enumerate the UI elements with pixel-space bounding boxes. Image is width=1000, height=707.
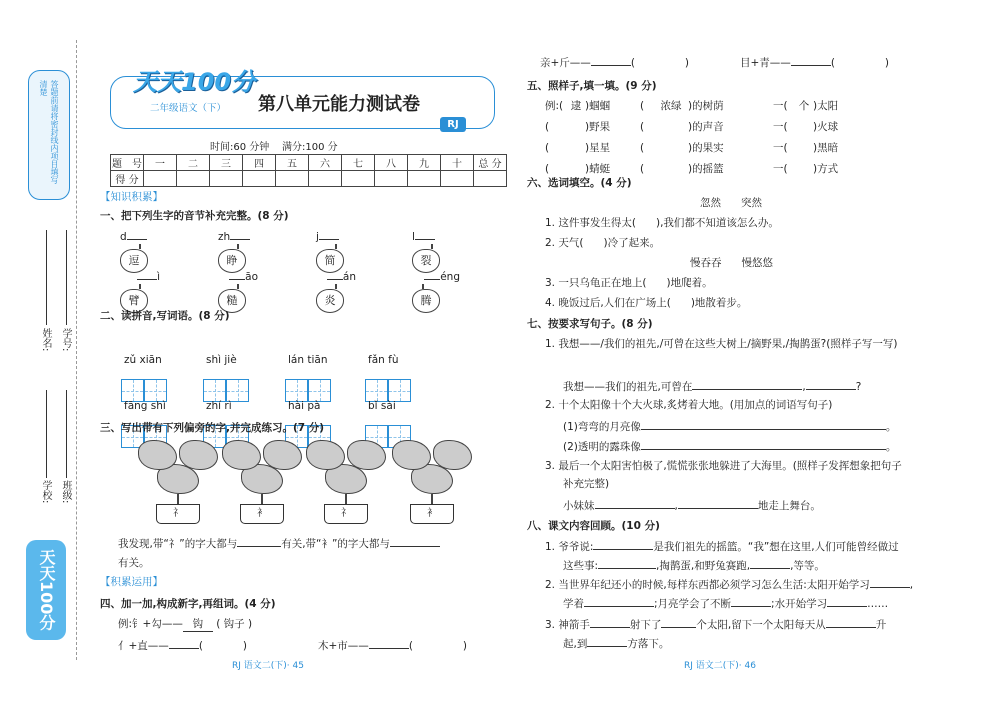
q4-item-a: 亻+直—— ( ) <box>118 640 248 652</box>
answer-blank[interactable] <box>591 56 631 66</box>
score-cell: 七 <box>342 155 375 171</box>
flower-icon <box>222 440 261 470</box>
text: 是我们祖先的摇篮。“我”想在这里,人们可能曾经做过 <box>653 541 899 553</box>
score-cell: 一 <box>144 155 177 171</box>
pinyin-blank[interactable] <box>424 270 440 280</box>
text: )星星 <box>585 142 611 154</box>
q6-s3: 3. 一只乌龟正在地上( )地爬着。 <box>545 277 713 289</box>
pot-icon: 衤 <box>410 504 454 524</box>
text: ( <box>545 121 550 133</box>
text: ( <box>640 142 645 154</box>
score-input[interactable] <box>144 171 177 187</box>
score-cell: 三 <box>210 155 243 171</box>
score-input[interactable] <box>441 171 474 187</box>
q8-s1 <box>545 540 899 554</box>
score-cell: 五 <box>276 155 309 171</box>
stem <box>237 244 239 249</box>
footer-right: RJ 语文二(下)· 46 <box>684 661 756 671</box>
score-input[interactable] <box>375 171 408 187</box>
apple-icon: 臂 <box>120 289 148 313</box>
flower-pot <box>392 440 472 524</box>
pinyin-blank[interactable] <box>127 230 147 240</box>
pinyin: fāng shì <box>124 400 166 412</box>
text: ;月亮学会了不断 <box>654 598 732 610</box>
text: ( <box>545 163 550 175</box>
text: ,等等。 <box>790 560 825 572</box>
q4-item-c: 亲+斤—— ( ) <box>540 57 690 69</box>
text: )火球 <box>813 121 839 133</box>
pinyin: āo <box>245 271 258 283</box>
pinyin-blank[interactable] <box>137 270 157 280</box>
q7-s3-cont: 补充完整) <box>563 478 610 490</box>
q1-item <box>218 270 258 313</box>
answer-blank[interactable] <box>692 380 802 390</box>
text: 目+青—— <box>740 57 791 69</box>
school-field[interactable] <box>46 390 47 478</box>
q6-words-2: 慢吞吞 慢悠悠 <box>690 257 774 269</box>
text: ( <box>640 121 645 133</box>
score-input[interactable] <box>210 171 243 187</box>
score-cell: 十 <box>441 155 474 171</box>
pinyin: j <box>316 231 319 243</box>
text: ( <box>640 163 645 175</box>
pinyin: shì jiè <box>206 354 237 366</box>
score-input[interactable] <box>309 171 342 187</box>
blank[interactable] <box>654 142 688 163</box>
stem <box>139 244 141 249</box>
answer-blank[interactable] <box>587 637 627 647</box>
text: )太阳 <box>813 100 839 112</box>
blank[interactable] <box>795 163 813 184</box>
q1-item <box>218 230 258 273</box>
blank[interactable] <box>567 121 585 142</box>
score-input[interactable] <box>243 171 276 187</box>
flower-icon <box>263 440 302 470</box>
flower-icon <box>433 440 472 470</box>
q7-s3-answer <box>563 499 821 513</box>
q2-title: 二、读拼音,写词语。(8 分) <box>100 310 230 322</box>
q8-s1-cont <box>563 559 825 573</box>
flower-pot <box>138 440 218 524</box>
pinyin: zǔ xiān <box>124 354 162 366</box>
pinyin-blank[interactable] <box>415 230 435 240</box>
q8-s3-cont <box>563 637 669 651</box>
pot-icon: 礻 <box>324 504 368 524</box>
blank[interactable] <box>567 142 585 163</box>
text: 地走上舞台。 <box>757 500 821 512</box>
text: 起,到 <box>563 638 588 650</box>
score-cell: 总 分 <box>474 155 507 171</box>
pinyin-blank[interactable] <box>319 230 339 240</box>
q7-title: 七、按要求写句子。(8 分) <box>527 318 653 330</box>
text: 钩 <box>183 618 213 632</box>
text: 一( <box>773 163 788 175</box>
pinyin: d <box>120 231 127 243</box>
text: …… <box>867 598 889 610</box>
text: 亲+斤—— <box>540 57 591 69</box>
text: ( <box>640 100 645 112</box>
score-input[interactable] <box>342 171 375 187</box>
id-field[interactable] <box>66 230 67 325</box>
q7-s1: 1. 我想——/我们的祖先,/可曾在这些大树上/摘野果,/掏鹊蛋?(照样子写一写) <box>545 338 898 350</box>
q3-sentence <box>118 537 440 551</box>
q7-s2-b: (2)透明的露珠像 。 <box>563 441 897 453</box>
text: ( <box>545 142 550 154</box>
answer-blank[interactable] <box>678 499 758 509</box>
label-class: 班级: <box>60 480 71 504</box>
pinyin-blank[interactable] <box>327 270 343 280</box>
blank[interactable] <box>795 121 813 142</box>
q1-item <box>412 230 452 273</box>
text: )黑暗 <box>813 142 839 154</box>
q7-s1-answer <box>563 380 861 394</box>
text: 有关,带“衤”的字大都与 <box>281 538 390 550</box>
label-id: 学号: <box>60 328 71 352</box>
text: 射下了 <box>629 619 662 631</box>
q4-title: 四、加一加,构成新字,再组词。(4 分) <box>100 598 276 610</box>
flower-icon <box>392 440 431 470</box>
pinyin: hài pà <box>288 400 321 412</box>
text: 一( <box>773 142 788 154</box>
q6-s4: 4. 晚饭过后,人们在广场上( )地散着步。 <box>545 297 748 309</box>
answer-blank[interactable] <box>791 56 831 66</box>
text: 1. 爷爷说: <box>545 541 594 553</box>
q5-row <box>545 100 875 121</box>
text: )蜻蜓 <box>585 163 611 175</box>
blank[interactable] <box>654 121 688 142</box>
rj-badge: RJ <box>440 117 466 132</box>
score-cell: 四 <box>243 155 276 171</box>
flower-icon <box>306 440 345 470</box>
text: 个 <box>798 100 810 112</box>
flower-icon <box>347 440 386 470</box>
pinyin: zh <box>218 231 231 243</box>
pinyin: éng <box>440 271 460 283</box>
q1-item <box>120 230 160 273</box>
answer-blank[interactable] <box>390 537 440 547</box>
apple-icon: 简 <box>316 249 344 273</box>
apple-icon: 糙 <box>218 289 246 313</box>
text: )的果实 <box>688 142 724 154</box>
grade-label: 二年级语文（下） <box>150 103 227 114</box>
pinyin-blank[interactable] <box>230 230 250 240</box>
answer-blank[interactable] <box>827 597 867 607</box>
stem <box>335 284 337 289</box>
pinyin: fǎn fù <box>368 354 399 366</box>
answer-blank[interactable] <box>826 618 876 628</box>
label-school: 学校: <box>40 480 51 504</box>
text: 一( <box>773 100 788 112</box>
q5-row <box>545 142 875 163</box>
pinyin: ì <box>157 271 160 283</box>
pinyin: lán tiān <box>288 354 328 366</box>
flower-pot <box>306 440 386 524</box>
score-value-row <box>111 171 507 187</box>
q1-item <box>316 270 356 313</box>
pinyin: bǐ sài <box>368 400 396 412</box>
footer-left: RJ 语文二(下)· 45 <box>232 661 304 671</box>
q4-item-d: 目+青—— ( ) <box>740 57 890 69</box>
text: 我发现,带“礻”的字大都与 <box>118 538 238 550</box>
q7-s2: 2. 十个太阳像十个大火球,炙烤着大地。(用加点的词语写句子) <box>545 399 833 411</box>
answer-blank[interactable] <box>169 639 199 649</box>
text: 个太阳,留下一个太阳每天从 <box>696 619 826 631</box>
text: , <box>674 500 678 512</box>
q6-s2: 2. 天气( )冷了起来。 <box>545 237 661 249</box>
q8-title: 八、课文内容回顾。(10 分) <box>527 520 660 532</box>
q6-s1: 1. 这件事发生得太( ),我们都不知道该怎么办。 <box>545 217 779 229</box>
score-input[interactable] <box>177 171 210 187</box>
q7-s2-a: (1)弯弯的月亮像 。 <box>563 421 897 433</box>
score-table <box>110 154 507 187</box>
text: ,掏鹊蛋,和野兔赛跑, <box>656 560 751 572</box>
text: 木+市—— <box>318 640 369 652</box>
blank[interactable] <box>795 142 813 163</box>
text: 小妹妹 <box>563 500 595 512</box>
text: 浓绿 <box>660 100 682 112</box>
text: ;水开始学习 <box>771 598 828 610</box>
text: )方式 <box>813 163 839 175</box>
score-cell: 九 <box>408 155 441 171</box>
text: 例:钅+勾—— <box>118 618 183 630</box>
text: 这些事: <box>563 560 599 572</box>
flower-pot <box>222 440 302 524</box>
answer-blank[interactable] <box>598 559 656 569</box>
answer-blank[interactable] <box>806 380 856 390</box>
apple-icon: 炎 <box>316 289 344 313</box>
q1-item <box>316 230 356 273</box>
q6-title: 六、选词填空。(4 分) <box>527 177 632 189</box>
text: , <box>802 381 806 393</box>
answer-blank[interactable] <box>641 440 886 450</box>
stem <box>237 284 239 289</box>
score-input[interactable] <box>276 171 309 187</box>
section-knowledge: 【知识积累】 <box>100 191 163 203</box>
text: , <box>909 579 914 591</box>
text: 学着 <box>563 598 584 610</box>
text: )的声音 <box>688 121 724 133</box>
answer-blank[interactable] <box>595 499 675 509</box>
pot-icon: 礻 <box>156 504 200 524</box>
answer-blank[interactable] <box>593 540 653 550</box>
text: 一( <box>773 121 788 133</box>
text: ( 钩子 ) <box>216 618 253 630</box>
answer-blank[interactable] <box>237 537 281 547</box>
text: (2)透明的露珠像 <box>563 441 641 453</box>
apple-icon: 裂 <box>412 249 440 273</box>
apple-icon: 逗 <box>120 249 148 273</box>
text: )蝈蝈 <box>585 100 611 112</box>
brand-logo: 天天100分 <box>133 68 256 96</box>
q1-item <box>120 270 160 313</box>
text: )的树荫 <box>688 100 724 112</box>
answer-blank[interactable] <box>590 618 630 628</box>
text: 亻+直—— <box>118 640 169 652</box>
text: 例:( <box>545 100 564 112</box>
text: )野果 <box>585 121 611 133</box>
score-cell: 二 <box>177 155 210 171</box>
score-input[interactable] <box>474 171 507 187</box>
score-header-row <box>111 155 507 171</box>
score-label: 得 分 <box>111 171 144 187</box>
q7-s3: 3. 最后一个太阳害怕极了,慌慌张张地躲进了大海里。(照样子发挥想象把句子 <box>545 460 902 472</box>
stem <box>139 284 141 289</box>
pinyin-blank[interactable] <box>229 270 245 280</box>
pinyin: l <box>412 231 415 243</box>
side-notice: 答题前请将密封线内项目填写清楚 <box>39 80 59 184</box>
q5-row <box>545 121 875 142</box>
class-field[interactable] <box>66 390 67 478</box>
apple-icon: 睁 <box>218 249 246 273</box>
flower-icon <box>138 440 177 470</box>
score-cell: 题 号 <box>111 155 144 171</box>
time-score: 时间:60 分钟 满分:100 分 <box>210 142 338 153</box>
q3-end: 有关。 <box>118 557 150 569</box>
section-use: 【积累运用】 <box>100 576 163 588</box>
score-cell: 六 <box>309 155 342 171</box>
stem <box>335 244 337 249</box>
answer-blank[interactable] <box>369 639 409 649</box>
q8-s2 <box>545 578 913 592</box>
q8-s2-cont <box>563 597 888 611</box>
q3-title: 三、写出带有下列偏旁的字,并完成练习。(7 分) <box>100 422 325 434</box>
text: 方落下。 <box>627 638 670 650</box>
text: 逮 <box>570 100 582 112</box>
label-name: 姓名: <box>40 328 51 352</box>
q1-title: 一、把下列生字的音节补充完整。(8 分) <box>100 210 289 222</box>
name-field[interactable] <box>46 230 47 325</box>
stem <box>431 244 433 249</box>
blank[interactable] <box>654 163 688 184</box>
q4-item-b: 木+市—— ( ) <box>318 640 468 652</box>
apple-icon: 腾 <box>412 289 440 313</box>
answer-blank[interactable] <box>750 559 790 569</box>
text: 3. 神箭手 <box>545 619 590 631</box>
side-logo: 天天100分 <box>26 540 66 640</box>
text: )的摇篮 <box>688 163 724 175</box>
text: 升 <box>875 619 887 631</box>
text: 2. 当世界年纪还小的时候,每样东西都必须学习怎么生活:太阳开始学习 <box>545 579 870 591</box>
q4-example <box>118 618 252 632</box>
binding-line <box>76 40 77 660</box>
answer-blank[interactable] <box>661 618 696 628</box>
q8-s3 <box>545 618 886 632</box>
q5-table <box>545 100 875 184</box>
answer-blank[interactable] <box>641 420 886 430</box>
pinyin: zhí rì <box>206 400 232 412</box>
text: 我想——我们的祖先,可曾在 <box>563 381 693 393</box>
answer-blank[interactable] <box>731 597 771 607</box>
answer-blank[interactable] <box>870 578 910 588</box>
q1-item <box>412 270 460 313</box>
q6-words-1: 忽然 突然 <box>700 197 763 209</box>
pinyin: án <box>342 271 356 283</box>
q5-title: 五、照样子,填一填。(9 分) <box>527 80 657 92</box>
score-cell: 八 <box>375 155 408 171</box>
page-title: 第八单元能力测试卷 <box>258 94 420 115</box>
score-input[interactable] <box>408 171 441 187</box>
answer-blank[interactable] <box>584 597 654 607</box>
flower-icon <box>179 440 218 470</box>
pot-icon: 衤 <box>240 504 284 524</box>
text: (1)弯弯的月亮像 <box>563 421 641 433</box>
text: ? <box>855 381 862 393</box>
